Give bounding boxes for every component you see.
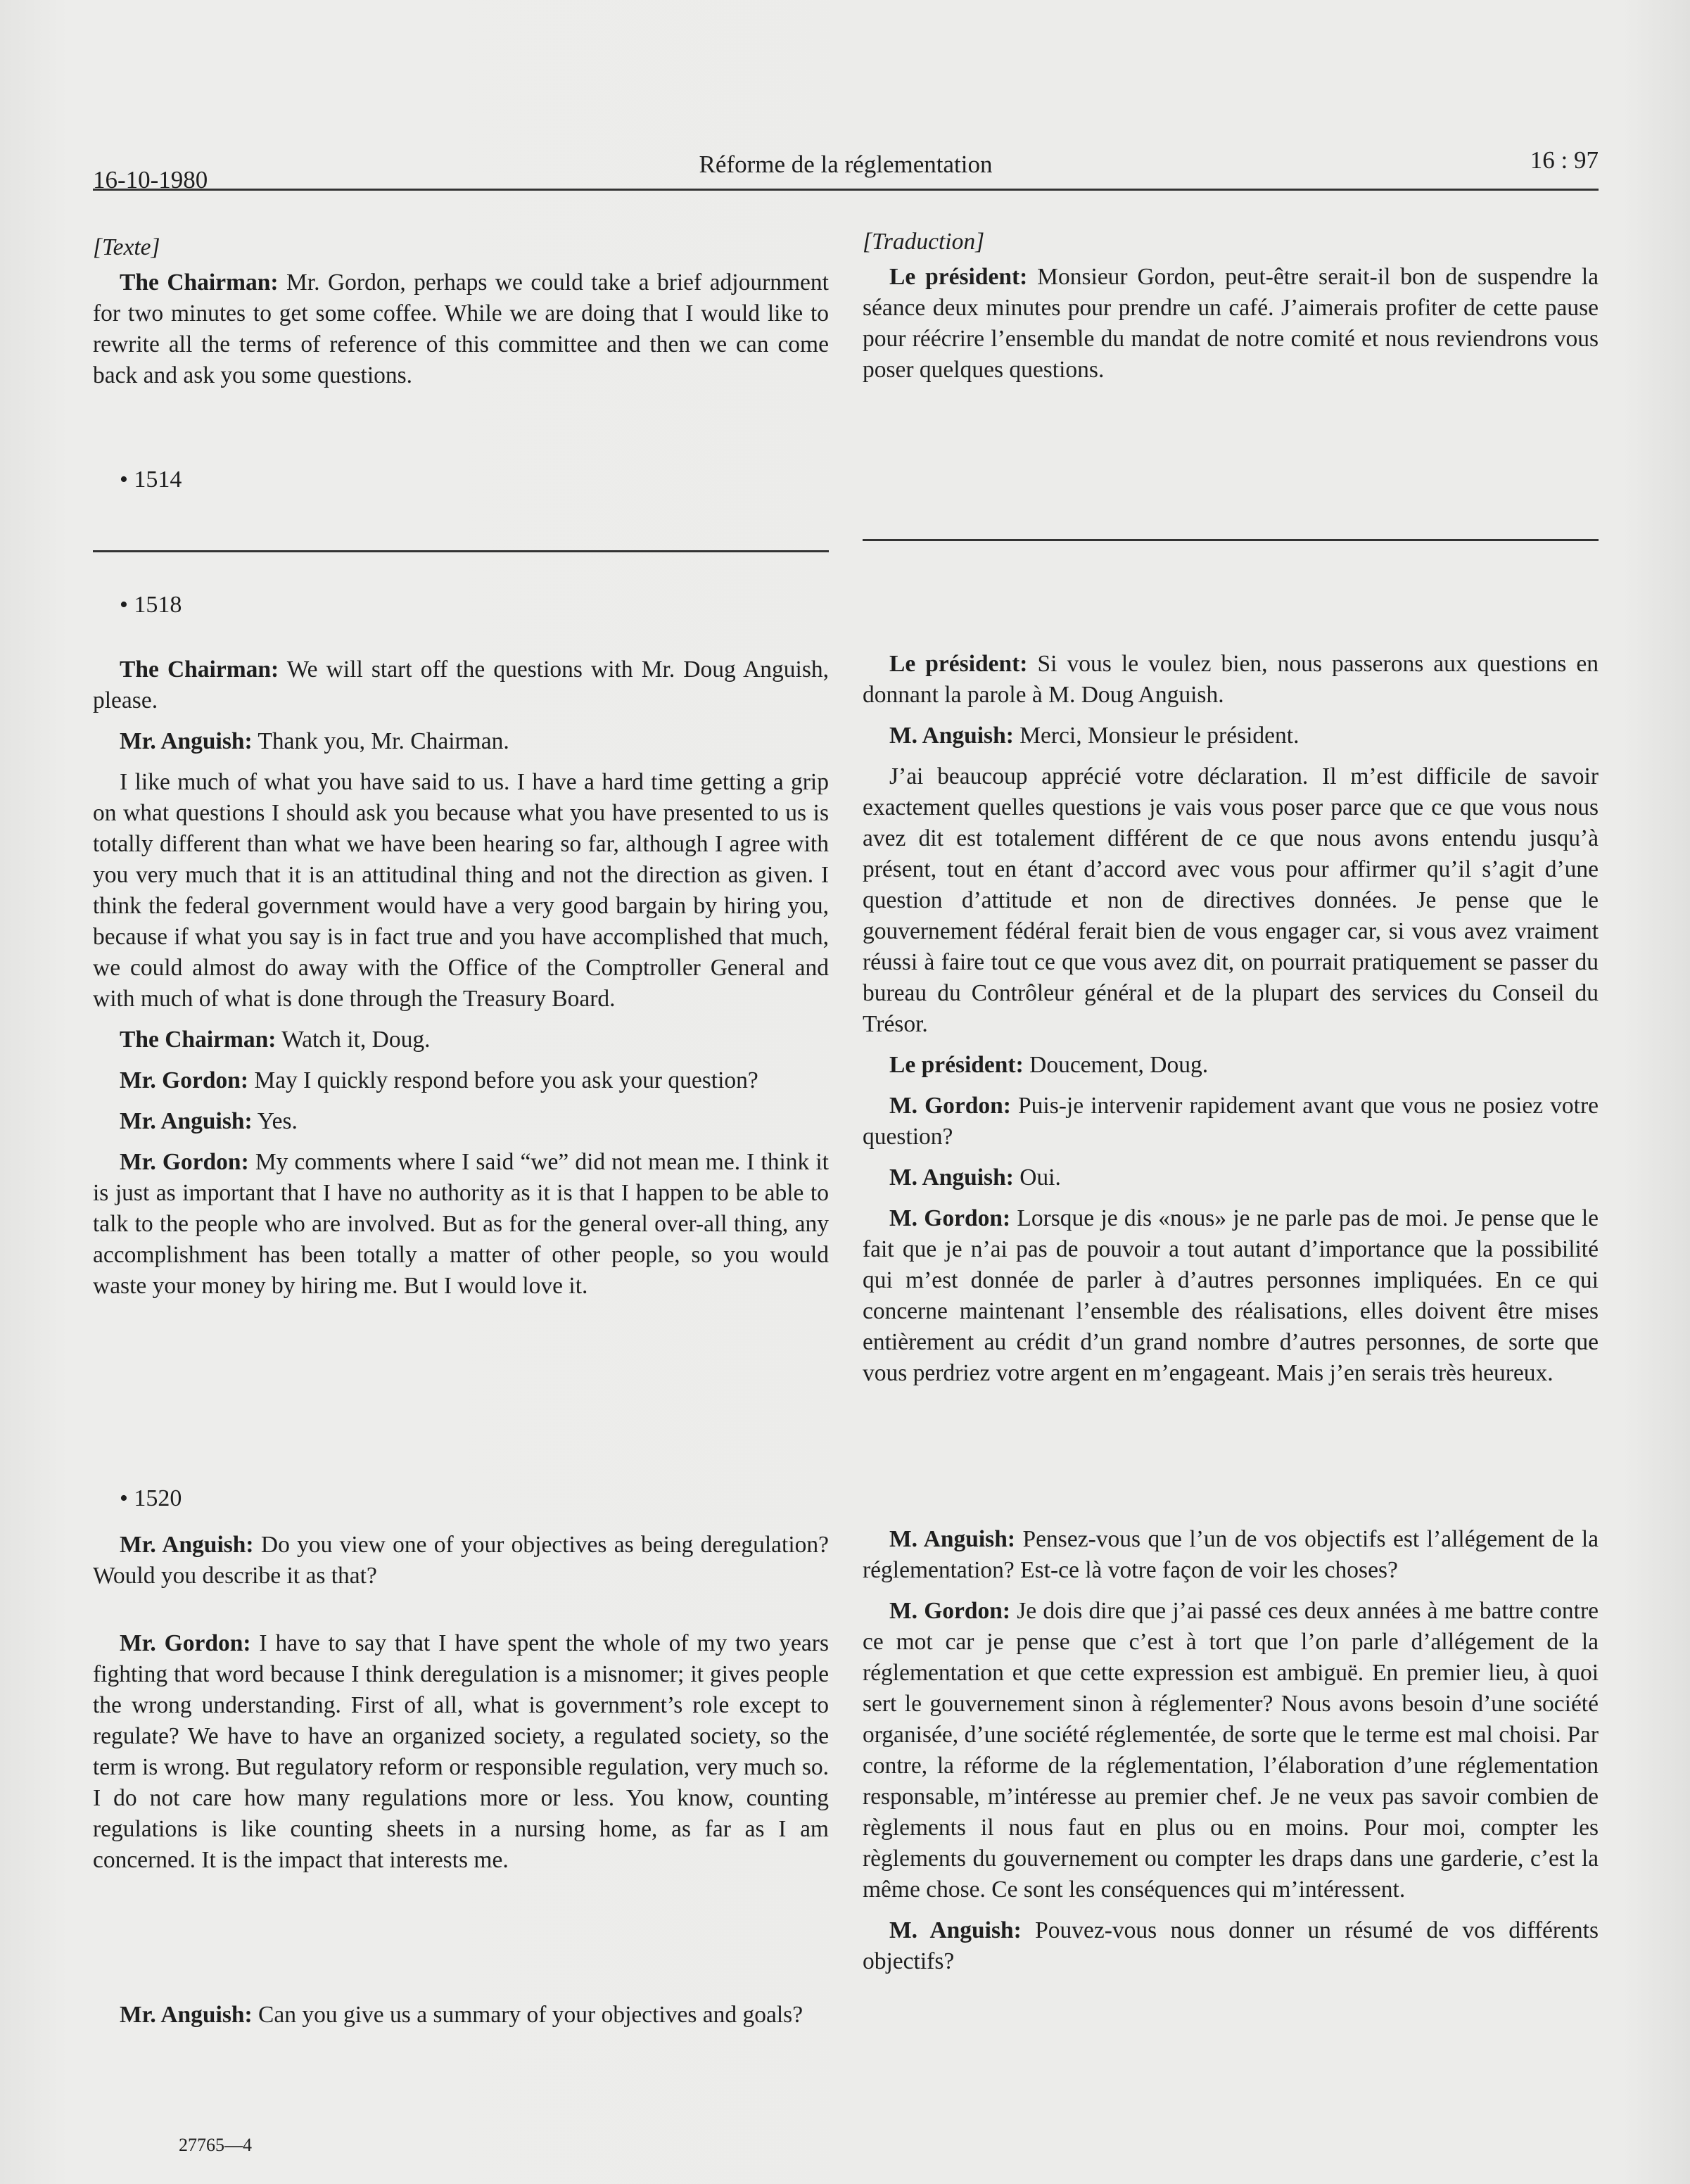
- paragraph: [93, 1530, 829, 1592]
- paragraph: [863, 1091, 1599, 1153]
- time-marker: • 1514: [120, 466, 182, 493]
- speaker: M. Anguish:: [889, 1526, 1016, 1552]
- speaker: Le président:: [889, 651, 1028, 677]
- speech: I have to say that I have spent the whole of my two years fighting that word because I think deregulation is a misnomer; it gives people the wrong understanding. First of all, what is government’s role except to regulate? We have to have an organized society, a regulated society, so the term is wrong. But regulatory reform or responsible regulation, very much so. I do not care how many regulations more or less. You know, counting regulations is like counting sheets in a nursing home, as far as I am concerned. It is the impact that interests me.: [93, 1630, 829, 1873]
- speech: Doucement, Doug.: [1023, 1052, 1209, 1078]
- speech: Pensez-vous que l’un de vos objectifs est l’allégement de la réglementation? Est-ce là votre façon de voir les choses?: [863, 1526, 1599, 1583]
- text-tag: [Texte]: [93, 234, 160, 260]
- paragraph: [863, 1915, 1599, 1977]
- header-rule: [93, 189, 1599, 191]
- footer-code: 27765—4: [179, 2135, 252, 2155]
- translation-tag: [Traduction]: [863, 229, 985, 255]
- header-title: Réforme de la réglementation: [699, 151, 993, 178]
- speaker: M. Gordon:: [889, 1093, 1011, 1119]
- speaker: Mr. Anguish:: [120, 2002, 253, 2028]
- paragraph: [93, 726, 829, 757]
- speech: Lorsque je dis «nous» je ne parle pas de moi. Je pense que le fait que je n’ai pas de pouvoir a tout autant d’importance que la possibilité qui m’est donnée de parler à d’autres personnes impliquées. En ce qui concerne maintenant l’ensemble des réalisations, elles doivent être mises entièrement au crédit d’un grand nombre d’autres personnes, de sorte que vous perdriez votre argent en m’engageant. Mais j’en serais très heureux.: [863, 1205, 1599, 1386]
- speech: Si vous le voulez bien, nous passerons aux questions en donnant la parole à M. Doug Anguish.: [863, 651, 1599, 708]
- speech: Yes.: [252, 1108, 298, 1134]
- speaker: The Chairman:: [120, 1027, 277, 1053]
- speaker: Mr. Anguish:: [120, 1532, 254, 1558]
- speech: Watch it, Doug.: [276, 1027, 431, 1053]
- speech: May I quickly respond before you ask your question?: [248, 1067, 758, 1093]
- speech: We will start off the questions with Mr. Doug Anguish, please.: [93, 656, 829, 713]
- speaker: Mr. Gordon:: [120, 1067, 249, 1093]
- speaker: Mr. Anguish:: [120, 1108, 253, 1134]
- speaker: Mr. Anguish:: [120, 728, 253, 754]
- paragraph: [863, 262, 1599, 386]
- paragraph: [863, 1162, 1599, 1193]
- paragraph: [863, 1596, 1599, 1905]
- speaker: Mr. Gordon:: [120, 1630, 251, 1656]
- speaker: M. Anguish:: [889, 1164, 1014, 1191]
- paragraph: J’ai beaucoup apprécié votre déclaration. Il m’est difficile de savoir exactement quelles questions je vais vous poser parce que ce que vous nous avez dit est totalement différent de ce que nous avons entendu jusqu’à présent, tout en étant d’accord avec vous pour affirmer qu’il s’agit d’une question d’attitude et non de directives données. Je pense que le gouvernement fédéral ferait bien de vous engager car, si vous avez vraiment réussi à faire tout ce que vous avez dit, on pourrait pratiquement se passer du bureau du Contrôleur général et de la plupart des services du Conseil du Trésor.: [863, 763, 1599, 1037]
- paragraph: [93, 267, 829, 391]
- page-header: [93, 138, 1599, 193]
- speech: Can you give us a summary of your objectives and goals?: [252, 2002, 803, 2028]
- paragraph: [93, 1106, 829, 1137]
- speaker: M. Gordon:: [889, 1598, 1011, 1624]
- speaker: The Chairman:: [120, 656, 279, 682]
- paragraph: [93, 2000, 829, 2031]
- paragraph: [93, 1147, 829, 1302]
- time-marker: • 1520: [120, 1485, 182, 1511]
- paragraph: [863, 1203, 1599, 1389]
- paragraph: [93, 654, 829, 716]
- speech: Merci, Monsieur le président.: [1013, 723, 1300, 749]
- speech: Oui.: [1013, 1164, 1061, 1191]
- speaker: M. Anguish:: [889, 723, 1014, 749]
- speech: Monsieur Gordon, peut-être serait-il bon de suspendre la séance deux minutes pour prendre un café. J’aimerais profiter de cette pause pour réécrire l’ensemble du mandat de notre comité et nous reviendrons vous poser quelques questions.: [863, 264, 1599, 383]
- paragraph: [863, 720, 1599, 751]
- speaker: Le président:: [889, 264, 1028, 290]
- paragraph: [93, 1628, 829, 1876]
- paragraph: [863, 1050, 1599, 1081]
- paragraph: [93, 1024, 829, 1055]
- speaker: M. Gordon:: [889, 1205, 1011, 1231]
- speech: Mr. Gordon, perhaps we could take a brief adjournment for two minutes to get some coffee. While we are doing that I would like to rewrite all the terms of reference of this committee and then we can come back and ask you some questions.: [93, 269, 829, 388]
- header-page-number: 16 : 97: [1530, 146, 1599, 174]
- speech: Pouvez-vous nous donner un résumé de vos différents objectifs?: [863, 1917, 1599, 1974]
- paragraph: [863, 1524, 1599, 1586]
- speaker: Le président:: [889, 1052, 1024, 1078]
- speaker: Mr. Gordon:: [120, 1149, 249, 1175]
- speech: Do you view one of your objectives as being deregulation? Would you describe it as that?: [93, 1532, 829, 1589]
- section-rule: [863, 539, 1599, 541]
- paragraph: [93, 1065, 829, 1096]
- paragraph: [863, 649, 1599, 711]
- speaker: M. Anguish:: [889, 1917, 1022, 1943]
- speech: Puis-je intervenir rapidement avant que vous ne posiez votre question?: [863, 1093, 1599, 1150]
- speaker: The Chairman:: [120, 269, 279, 296]
- header-date: 16-10-1980: [93, 166, 208, 193]
- time-marker: • 1518: [120, 592, 182, 618]
- speech: Je dois dire que j’ai passé ces deux années à me battre contre ce mot car je pense que c’est à tort que l’on parle d’allégement de la réglementation et que cette expression est ambiguë. En premier lieu, à quoi sert le gouvernement sinon à réglementer? Nous avons besoin d’une société organisée, d’une société réglementée, de sorte que le terme est mal choisi. Par contre, la réforme de la réglementation, l’élaboration d’une réglementation responsable, m’intéresse au premier chef. Je ne veux pas savoir combien de règlements il nous faut en plus ou en moins. Pour moi, compter les règlements du gouvernement ou compter les draps dans une garderie, c’est la même chose. Ce sont les conséquences qui m’intéressent.: [863, 1598, 1599, 1903]
- paragraph: I like much of what you have said to us. I have a hard time getting a grip on what questions I should ask you because what you have presented to us is totally different than what we have been hearing so far, although I agree with you very much that it is an attitudinal thing and not the direction as given. I think the federal government would have a very good bargain by hiring you, because if what you say is in fact true and you have accomplished that much, we could almost do away with the Office of the Comptroller General and with much of what is done through the Treasury Board.: [93, 769, 829, 1012]
- speech: My comments where I said “we” did not mean me. I think it is just as important that I have no authority as it is that I happen to be able to talk to the people who are involved. But as for the general over-all thing, any accomplishment has been totally a matter of other people, so you would waste your money by hiring me. But I would love it.: [93, 1149, 829, 1299]
- speech: Thank you, Mr. Chairman.: [252, 728, 509, 754]
- section-rule: [93, 550, 829, 552]
